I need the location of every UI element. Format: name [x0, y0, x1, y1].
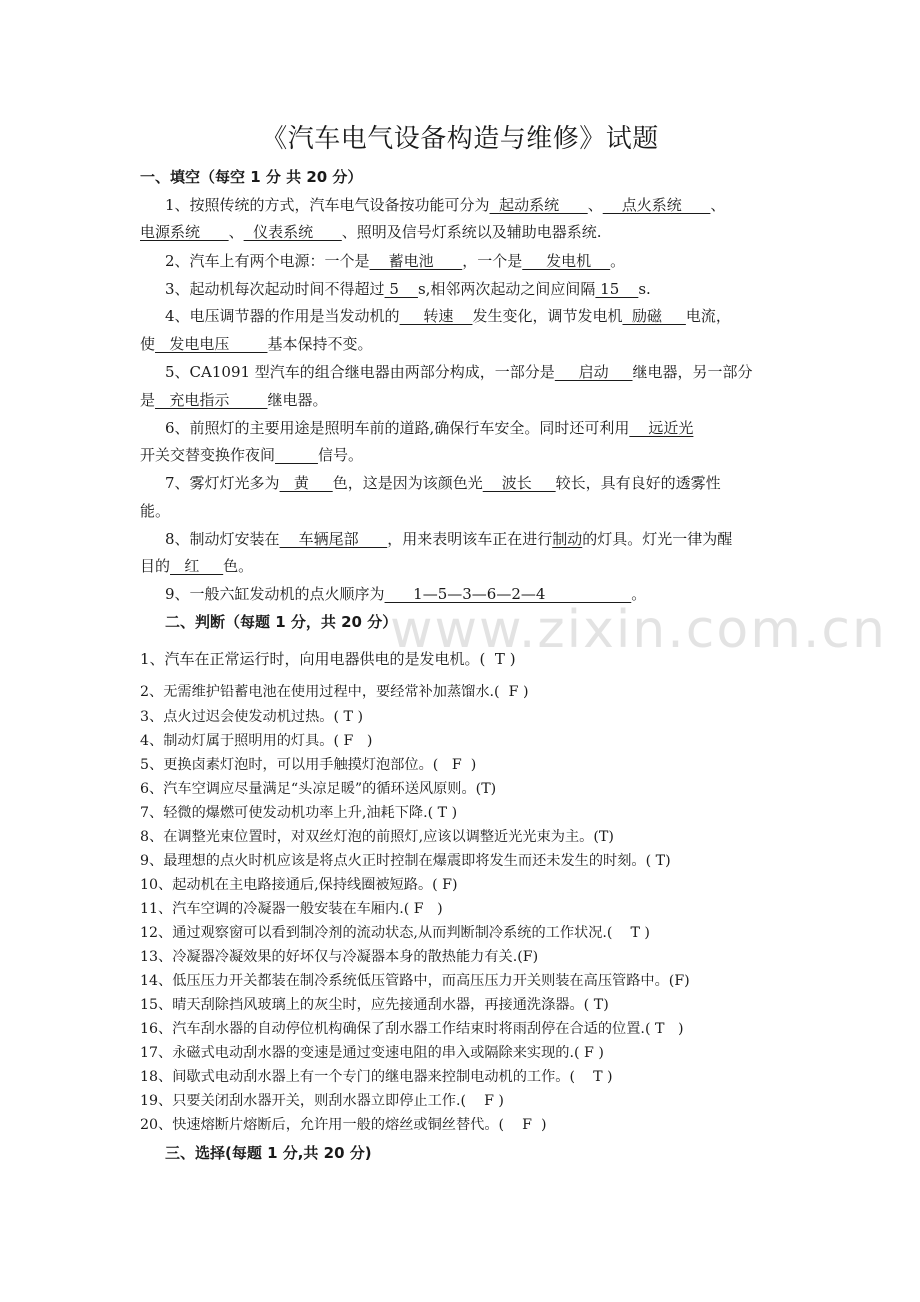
- answer-blank: 蓄电池: [369, 252, 463, 270]
- judgement-item: 8、在调整光束位置时，对双丝灯泡的前照灯,应该以调整近光光束为主。(T): [140, 829, 614, 845]
- fill-line: [165, 529, 732, 549]
- judgement-item: 4、制动灯属于照明用的灯具。( F ): [140, 733, 373, 749]
- answer-blank: 启动: [554, 363, 633, 381]
- answer-blank: 励磁: [622, 307, 686, 325]
- answer-blank: [275, 446, 318, 464]
- question-text: s,相邻两次起动之间应间隔: [417, 280, 596, 298]
- question-text: 使: [140, 335, 156, 353]
- judgement-item: 9、最理想的点火时机应该是将点火正时控制在爆震即将发生而还未发生的时刻。( T): [140, 853, 671, 869]
- fill-line: [140, 445, 363, 465]
- question-text: 电流，: [685, 307, 731, 325]
- question-text: 7、雾灯灯光多为: [165, 474, 280, 492]
- question-text: ，一个是: [462, 252, 523, 270]
- fill-line: [165, 306, 731, 326]
- question-text: 6、前照灯的主要用途是照明车前的道路,确保行车安全。同时还可利用: [165, 419, 630, 437]
- answer-blank: 制动: [552, 530, 583, 548]
- question-text: 继电器。: [267, 391, 328, 409]
- judgement-item: 1、汽车在正常运行时，向用电器供电的是发电机。( T ): [140, 650, 516, 668]
- question-text: 4、电压调节器的作用是当发动机的: [165, 307, 400, 325]
- judgement-item: 7、轻微的爆燃可使发动机功率上升,油耗下降.( T ): [140, 805, 458, 821]
- question-text: 1、按照传统的方式，汽车电气设备按功能可分为: [165, 196, 490, 214]
- answer-blank: 红: [170, 557, 224, 575]
- question-text: 2、汽车上有两个电源：一个是: [165, 252, 370, 270]
- answer-blank: 远近光: [629, 419, 694, 437]
- question-text: 、照明及信号灯系统以及辅助电器系统.: [341, 223, 602, 241]
- fill-line: [140, 222, 602, 242]
- question-text: 。: [631, 585, 647, 603]
- answer-blank: 1—5—3—6—2—4: [384, 585, 632, 603]
- question-text: 、: [228, 223, 244, 241]
- question-text: ，用来表明该车正在进行: [387, 530, 553, 548]
- watermark: www.zixin.com.cn: [390, 600, 887, 660]
- question-text: 发生变化，调节发电机: [472, 307, 623, 325]
- question-text: 色，这是因为该颜色光: [332, 474, 483, 492]
- judgement-item: 18、间歇式电动刮水器上有一个专门的继电器来控制电动机的工作。( T ): [140, 1069, 613, 1085]
- answer-blank: 车辆尾部: [279, 530, 388, 548]
- judgement-item: 5、更换卤素灯泡时，可以用手触摸灯泡部位。( F ): [140, 757, 477, 773]
- question-text: 信号。: [317, 446, 363, 464]
- question-text: 继电器，另一部分: [632, 363, 753, 381]
- section1-heading: 一、填空（每空 1 分 共 20 分）: [140, 168, 363, 186]
- judgement-item: 20、快速熔断片熔断后，允许用一般的熔丝或铜丝替代。( F ): [140, 1117, 547, 1133]
- fill-line: [165, 195, 725, 215]
- answer-blank: 充电指示: [155, 391, 268, 409]
- question-text: 3、起动机每次起动时间不得超过: [165, 280, 385, 298]
- question-text: 基本保持不变。: [267, 335, 373, 353]
- fill-line: [165, 473, 721, 493]
- judgement-item: 16、汽车刮水器的自动停位机构确保了刮水器工作结束时将雨刮停在合适的位置.( T ): [140, 1021, 684, 1037]
- judgement-item: 11、汽车空调的冷凝器一般安装在车厢内.( F ): [140, 901, 443, 917]
- answer-blank: 15: [595, 280, 639, 298]
- fill-line: [165, 584, 646, 604]
- question-text: 5、CA1091 型汽车的组合继电器由两部分构成，一部分是: [165, 363, 555, 381]
- judgement-item: 10、起动机在主电路接通后,保持线圈被短路。( F): [140, 877, 458, 893]
- question-text: 9、一般六缸发动机的点火顺序为: [165, 585, 385, 603]
- answer-blank: 起动系统: [489, 196, 588, 214]
- fill-line: [165, 251, 625, 271]
- answer-blank: 转速: [399, 307, 473, 325]
- fill-line: [165, 362, 753, 382]
- section3-heading: 三、选择(每题 1 分,共 20 分): [165, 1144, 372, 1162]
- judgement-item: 2、无需维护铅蓄电池在使用过程中，要经常补加蒸馏水.( F ): [140, 684, 529, 700]
- question-text: 。: [610, 252, 626, 270]
- question-text: 能。: [140, 502, 171, 520]
- question-text: 、: [710, 196, 726, 214]
- judgement-item: 15、晴天刮除挡风玻璃上的灰尘时，应先接通刮水器，再接通洗涤器。( T): [140, 997, 609, 1013]
- question-text: 的灯具。灯光一律为醒: [582, 530, 733, 548]
- judgement-item: 17、永磁式电动刮水器的变速是通过变速电阻的串入或隔除来实现的.( F ): [140, 1045, 604, 1061]
- fill-line: [165, 418, 693, 438]
- answer-blank: 仪表系统: [243, 223, 342, 241]
- judgement-item: 6、汽车空调应尽量满足“头凉足暖”的循环送风原则。(T): [140, 781, 497, 797]
- page-title: 《汽车电气设备构造与维修》试题: [261, 124, 659, 154]
- question-text: 较长，具有良好的透雾性: [555, 474, 721, 492]
- judgement-item: 13、冷凝器冷凝效果的好坏仅与冷凝器本身的散热能力有关.(F): [140, 949, 539, 965]
- fill-line: [140, 556, 253, 576]
- question-text: s.: [638, 280, 651, 298]
- fill-line: [140, 390, 327, 410]
- judgement-item: 14、低压压力开关都装在制冷系统低压管路中，而高压压力开关则装在高压管路中。(F): [140, 973, 690, 989]
- fill-line: [140, 501, 170, 521]
- answer-blank: 发电电压: [155, 335, 268, 353]
- answer-blank: 波长: [482, 474, 556, 492]
- answer-blank: 点火系统: [602, 196, 711, 214]
- judgement-item: 12、通过观察窗可以看到制冷剂的流动状态,从而判断制冷系统的工作状况.( T ): [140, 925, 650, 941]
- question-text: 开关交替变换作夜间: [140, 446, 276, 464]
- answer-blank: 黄: [279, 474, 333, 492]
- answer-blank: 发电机: [522, 252, 611, 270]
- answer-blank: 5: [384, 280, 418, 298]
- fill-line: [165, 279, 651, 299]
- question-text: 色。: [223, 557, 254, 575]
- section2-heading: 二、判断（每题 1 分，共 20 分）: [165, 613, 398, 631]
- question-text: 8、制动灯安装在: [165, 530, 280, 548]
- question-text: 、: [587, 196, 603, 214]
- judgement-item: 3、点火过迟会使发动机过热。( T ): [140, 709, 364, 725]
- fill-line: [140, 334, 372, 354]
- question-text: 目的: [140, 557, 171, 575]
- answer-blank: 电源系统: [140, 223, 229, 241]
- judgement-item: 19、只要关闭刮水器开关，则刮水器立即停止工作.( F ): [140, 1093, 504, 1109]
- question-text: 是: [140, 391, 156, 409]
